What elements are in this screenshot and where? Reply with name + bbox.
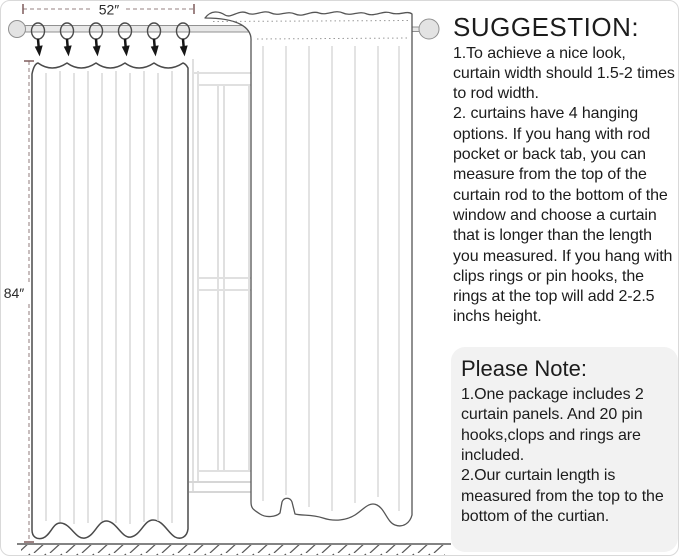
pin-clip: [94, 39, 101, 55]
pin-clip: [36, 39, 43, 55]
suggestion-section: [453, 5, 677, 328]
pin-clips: [36, 39, 188, 55]
height-label: 84″: [3, 285, 25, 301]
note-title: Please Note:: [461, 356, 587, 381]
width-measurement: [23, 2, 194, 18]
pin-clip: [123, 39, 130, 55]
rod-finial-left: [9, 21, 26, 38]
window-frame: [189, 59, 259, 493]
suggestion-item-1: 1.To achieve a nice look, curtain width should 1.5-2 times to rod width.: [453, 44, 675, 103]
height-measurement: [4, 61, 34, 542]
note-item-2: 2.Our curtain length is measured from the top to the bottom of the curtian.: [461, 467, 664, 525]
pin-clip: [181, 39, 188, 55]
suggestion-item-2: 2. curtains have 4 hanging options. If you hang with rod pocket or back tab, you can measure from the top of the curtain rod to the bottom of the window and choose a curtain that is longer than the length you measured. If you hang with clips rings or pin hooks, the rings at the top will add 2-2.5 inchs height.: [453, 105, 673, 326]
pin-clip: [152, 39, 159, 55]
pin-clip: [65, 39, 72, 55]
floor: [17, 544, 451, 556]
width-label: 52″: [98, 1, 120, 18]
left-curtain-panel: [32, 63, 188, 539]
suggestion-title: SUGGESTION:: [453, 12, 640, 42]
please-note-box: [451, 347, 678, 552]
right-curtain-panel: [205, 12, 412, 526]
rod-finial-right: [419, 19, 439, 39]
curtain-diagram: [1, 1, 456, 556]
floor-hatching: [21, 545, 445, 556]
note-item-1: 1.One package includes 2 curtain panels. And 20 pin hooks,clops and rings are included.: [461, 386, 644, 465]
